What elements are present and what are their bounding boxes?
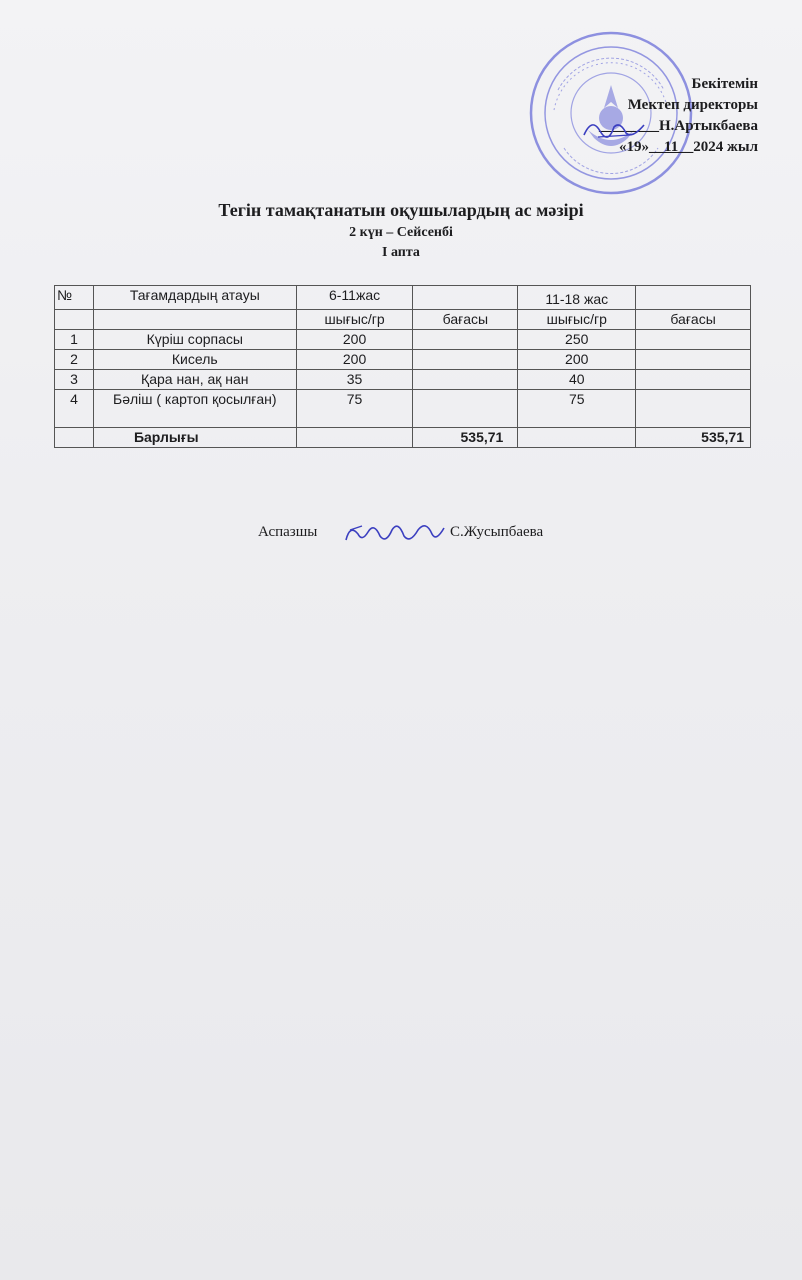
row-grams-2: 250 [518,330,636,350]
subheader-empty-name [93,310,296,330]
total-empty-num [55,428,94,448]
total-label: Барлығы [93,428,296,448]
header-empty-2 [636,286,751,310]
director-name: Н.Артыкбаева [658,118,758,134]
approval-position: Мектеп директоры [627,97,758,113]
approval-title: Бекітемін [691,76,758,92]
subheader-grams-1: шығыс/гр [296,310,413,330]
row-price-1 [413,330,518,350]
table-header-row [55,286,751,310]
subheader-price-2: бағасы [636,310,751,330]
row-price-1 [413,350,518,370]
header-age-group-1: 6-11жас [296,286,413,310]
table-row [55,350,751,370]
subheader-price-1: бағасы [413,310,518,330]
cook-signature [340,512,450,552]
row-price-2 [636,330,751,350]
cook-name: С.Жусыпбаева [450,524,544,540]
total-empty-g2 [518,428,636,448]
approval-year: 2024 жыл [693,139,758,155]
table-row [55,330,751,350]
row-grams-1: 200 [296,350,413,370]
row-number: 3 [55,370,94,390]
cook-label: Аспазшы [258,524,318,540]
table-total-row [55,428,751,448]
row-grams-2: 200 [518,350,636,370]
row-price-2 [636,350,751,370]
row-price-1 [413,370,518,390]
approval-month: __11__ [649,139,694,155]
total-empty-g1 [296,428,413,448]
week-label: І апта [382,245,420,260]
row-price-2 [636,370,751,390]
header-empty-1 [413,286,518,310]
subheader-grams-2: шығыс/гр [518,310,636,330]
row-dish-name: Қара нан, ақ нан [93,370,296,390]
menu-table [54,285,751,448]
row-grams-2: 40 [518,370,636,390]
row-dish-name: Күріш сорпасы [93,330,296,350]
header-age-group-2: 11-18 жас [518,286,636,310]
row-price-1 [413,390,518,428]
row-dish-name: Кисель [93,350,296,370]
row-grams-2: 75 [518,390,636,428]
table-subheader-row [55,310,751,330]
row-grams-1: 35 [296,370,413,390]
subheader-empty-num [55,310,94,330]
document-header [0,200,802,261]
director-signature [580,113,650,143]
header-dish-name: Тағамдардың атауы [93,286,296,310]
row-grams-1: 75 [296,390,413,428]
total-price-2: 535,71 [636,428,751,448]
table-row [55,370,751,390]
approval-day: «19» [619,139,650,155]
row-grams-1: 200 [296,330,413,350]
row-number: 1 [55,330,94,350]
page-title: Тегін тамақтанатын оқушылардың ас мәзірі [218,200,584,220]
row-price-2 [636,390,751,428]
row-number: 4 [55,390,94,428]
row-number: 2 [55,350,94,370]
header-number: № [55,286,94,310]
approval-signature-line: ________ [598,118,659,134]
row-dish-name: Бәліш ( картоп қосылған) [93,390,296,428]
day-subtitle: 2 күн – Сейсенбі [349,225,453,240]
total-price-1: 535,71 [413,428,518,448]
table-row [55,390,751,428]
